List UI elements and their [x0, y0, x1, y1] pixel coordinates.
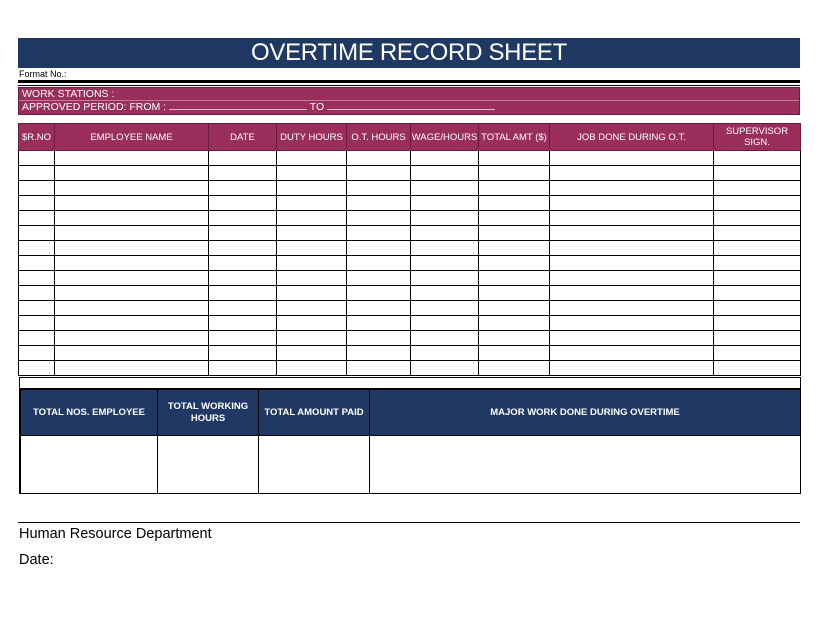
table-cell[interactable]: [714, 166, 801, 181]
table-cell[interactable]: [347, 241, 411, 256]
table-cell[interactable]: [347, 316, 411, 331]
table-cell[interactable]: [347, 256, 411, 271]
summary-table: [20, 389, 801, 494]
table-cell[interactable]: [209, 226, 277, 241]
table-cell[interactable]: [277, 361, 347, 376]
table-cell[interactable]: [277, 271, 347, 286]
table-cell[interactable]: [479, 346, 550, 361]
column-header: DUTY HOURS: [277, 124, 347, 151]
table-cell[interactable]: [19, 271, 55, 286]
table-row: [19, 316, 801, 331]
table-cell[interactable]: [714, 196, 801, 211]
table-cell[interactable]: [347, 331, 411, 346]
table-row: [19, 346, 801, 361]
column-header: WAGE/HOURS: [411, 124, 479, 151]
summary-spacer: [20, 378, 800, 389]
table-cell[interactable]: [714, 301, 801, 316]
table-cell[interactable]: [277, 151, 347, 166]
table-cell[interactable]: [479, 181, 550, 196]
table-cell[interactable]: [55, 211, 209, 226]
table-cell[interactable]: [714, 211, 801, 226]
table-cell[interactable]: [479, 286, 550, 301]
table-cell[interactable]: [209, 166, 277, 181]
summary-section: [19, 377, 801, 494]
table-cell[interactable]: [411, 301, 479, 316]
table-cell[interactable]: [19, 151, 55, 166]
table-cell[interactable]: [411, 271, 479, 286]
table-cell[interactable]: [19, 346, 55, 361]
table-cell[interactable]: [209, 241, 277, 256]
table-cell[interactable]: [479, 331, 550, 346]
table-cell[interactable]: [411, 361, 479, 376]
table-row: [19, 151, 801, 166]
total-hours-cell[interactable]: [158, 436, 259, 494]
table-cell[interactable]: [277, 226, 347, 241]
table-cell[interactable]: [55, 256, 209, 271]
table-cell[interactable]: [411, 166, 479, 181]
table-cell[interactable]: [55, 241, 209, 256]
table-cell[interactable]: [550, 316, 714, 331]
table-cell[interactable]: [55, 301, 209, 316]
table-cell[interactable]: [347, 346, 411, 361]
table-cell[interactable]: [479, 226, 550, 241]
table-row: [19, 181, 801, 196]
table-row: [19, 166, 801, 181]
table-cell[interactable]: [19, 286, 55, 301]
table-row: [19, 331, 801, 346]
table-cell[interactable]: [479, 256, 550, 271]
table-cell[interactable]: [277, 181, 347, 196]
table-cell[interactable]: [347, 151, 411, 166]
table-cell[interactable]: [209, 316, 277, 331]
table-cell[interactable]: [411, 316, 479, 331]
table-cell[interactable]: [209, 286, 277, 301]
table-cell[interactable]: [550, 181, 714, 196]
table-cell[interactable]: [55, 316, 209, 331]
table-cell[interactable]: [479, 241, 550, 256]
table-cell[interactable]: [479, 316, 550, 331]
table-cell[interactable]: [479, 196, 550, 211]
table-cell[interactable]: [714, 256, 801, 271]
table-cell[interactable]: [347, 181, 411, 196]
table-row: [19, 361, 801, 376]
table-cell[interactable]: [411, 226, 479, 241]
table-cell[interactable]: [55, 271, 209, 286]
table-cell[interactable]: [55, 196, 209, 211]
table-row: [19, 301, 801, 316]
table-cell[interactable]: [411, 241, 479, 256]
table-row: [19, 211, 801, 226]
table-cell[interactable]: [714, 181, 801, 196]
table-row: [19, 241, 801, 256]
table-row: [19, 196, 801, 211]
table-cell[interactable]: [411, 181, 479, 196]
table-cell[interactable]: [55, 181, 209, 196]
table-cell[interactable]: [347, 211, 411, 226]
table-cell[interactable]: [209, 181, 277, 196]
table-cell[interactable]: [714, 271, 801, 286]
table-cell[interactable]: [209, 256, 277, 271]
table-cell[interactable]: [714, 316, 801, 331]
table-cell[interactable]: [277, 316, 347, 331]
table-cell[interactable]: [479, 301, 550, 316]
table-cell[interactable]: [479, 361, 550, 376]
column-header: JOB DONE DURING O.T.: [550, 124, 714, 151]
table-cell[interactable]: [714, 361, 801, 376]
table-cell[interactable]: [19, 241, 55, 256]
table-cell[interactable]: [714, 331, 801, 346]
column-header: O.T. HOURS: [347, 124, 411, 151]
total-amount-cell[interactable]: [259, 436, 370, 494]
table-cell[interactable]: [19, 256, 55, 271]
table-body: [19, 151, 801, 376]
table-cell[interactable]: [209, 346, 277, 361]
column-header: $R.NO: [19, 124, 55, 151]
table-cell[interactable]: [550, 346, 714, 361]
table-cell[interactable]: [550, 286, 714, 301]
table-cell[interactable]: [550, 301, 714, 316]
table-cell[interactable]: [277, 166, 347, 181]
table-cell[interactable]: [479, 151, 550, 166]
table-cell[interactable]: [550, 211, 714, 226]
date-label: Date:: [19, 552, 54, 568]
table-cell[interactable]: [550, 151, 714, 166]
sheet-title: OVERTIME RECORD SHEET: [18, 38, 800, 68]
table-cell[interactable]: [411, 211, 479, 226]
table-cell[interactable]: [19, 196, 55, 211]
table-cell[interactable]: [411, 331, 479, 346]
table-cell[interactable]: [209, 211, 277, 226]
table-cell[interactable]: [550, 166, 714, 181]
table-cell[interactable]: [714, 151, 801, 166]
period-from-field[interactable]: [169, 101, 307, 110]
table-cell[interactable]: [55, 361, 209, 376]
table-cell[interactable]: [209, 271, 277, 286]
table-cell[interactable]: [55, 331, 209, 346]
table-cell[interactable]: [19, 331, 55, 346]
divider-thin: [18, 85, 800, 86]
column-header: EMPLOYEE NAME: [55, 124, 209, 151]
table-row: [19, 271, 801, 286]
table-cell[interactable]: [550, 241, 714, 256]
table-cell[interactable]: [19, 181, 55, 196]
table-cell[interactable]: [411, 346, 479, 361]
table-cell[interactable]: [714, 226, 801, 241]
table-cell[interactable]: [277, 346, 347, 361]
work-stations-row: [19, 88, 799, 101]
summary-value-row: [21, 436, 801, 494]
table-cell[interactable]: [550, 196, 714, 211]
total-employees-cell[interactable]: [21, 436, 158, 494]
table-cell[interactable]: [550, 331, 714, 346]
column-header: DATE: [209, 124, 277, 151]
table-cell[interactable]: [347, 301, 411, 316]
table-cell[interactable]: [209, 196, 277, 211]
footer-divider: [18, 522, 800, 523]
column-header: TOTAL AMT ($): [479, 124, 550, 151]
table-cell[interactable]: [550, 226, 714, 241]
table-cell[interactable]: [347, 271, 411, 286]
summary-column-header: MAJOR WORK DONE DURING OVERTIME: [370, 390, 801, 436]
table-cell[interactable]: [209, 331, 277, 346]
table-cell[interactable]: [347, 361, 411, 376]
table-cell[interactable]: [55, 286, 209, 301]
table-cell[interactable]: [19, 226, 55, 241]
approved-period-row: [19, 101, 799, 114]
table-cell[interactable]: [411, 196, 479, 211]
table-cell[interactable]: [277, 196, 347, 211]
table-cell[interactable]: [55, 226, 209, 241]
period-to-field[interactable]: [327, 101, 495, 110]
table-cell[interactable]: [550, 256, 714, 271]
table-cell[interactable]: [411, 151, 479, 166]
table-cell[interactable]: [411, 286, 479, 301]
table-cell[interactable]: [347, 226, 411, 241]
department-label: Human Resource Department: [19, 526, 212, 542]
table-cell[interactable]: [277, 331, 347, 346]
table-cell[interactable]: [55, 151, 209, 166]
overtime-table: [18, 123, 801, 376]
table-cell[interactable]: [277, 286, 347, 301]
table-cell[interactable]: [277, 301, 347, 316]
table-cell[interactable]: [55, 346, 209, 361]
summary-header-row: [21, 390, 801, 436]
table-cell[interactable]: [550, 361, 714, 376]
table-cell[interactable]: [714, 241, 801, 256]
table-cell[interactable]: [277, 256, 347, 271]
table-cell[interactable]: [347, 196, 411, 211]
table-cell[interactable]: [550, 271, 714, 286]
table-cell[interactable]: [714, 286, 801, 301]
table-row: [19, 256, 801, 271]
table-cell[interactable]: [347, 166, 411, 181]
major-work-cell[interactable]: [370, 436, 801, 494]
summary-column-header: TOTAL AMOUNT PAID: [259, 390, 370, 436]
format-no-label: Format No.:: [19, 69, 67, 79]
table-cell[interactable]: [19, 361, 55, 376]
table-cell[interactable]: [209, 361, 277, 376]
table-cell[interactable]: [209, 151, 277, 166]
approved-period-label: APPROVED PERIOD: FROM :: [22, 101, 167, 113]
table-cell[interactable]: [19, 166, 55, 181]
table-cell[interactable]: [411, 256, 479, 271]
table-cell[interactable]: [19, 211, 55, 226]
table-header-row: [19, 124, 801, 151]
table-cell[interactable]: [19, 301, 55, 316]
table-cell[interactable]: [209, 301, 277, 316]
period-to-label: TO: [309, 101, 325, 113]
table-cell[interactable]: [55, 166, 209, 181]
table-cell[interactable]: [479, 271, 550, 286]
column-header: SUPERVISOR SIGN.: [714, 124, 801, 151]
table-row: [19, 286, 801, 301]
table-cell[interactable]: [479, 166, 550, 181]
table-cell[interactable]: [347, 286, 411, 301]
table-cell[interactable]: [277, 241, 347, 256]
table-cell[interactable]: [479, 211, 550, 226]
table-cell[interactable]: [19, 316, 55, 331]
work-stations-label: WORK STATIONS :: [22, 88, 115, 100]
summary-column-header: TOTAL WORKING HOURS: [158, 390, 259, 436]
summary-column-header: TOTAL NOS. EMPLOYEE: [21, 390, 158, 436]
divider-thick: [18, 80, 800, 83]
table-cell[interactable]: [277, 211, 347, 226]
table-cell[interactable]: [714, 346, 801, 361]
info-block: [18, 87, 800, 115]
table-row: [19, 226, 801, 241]
